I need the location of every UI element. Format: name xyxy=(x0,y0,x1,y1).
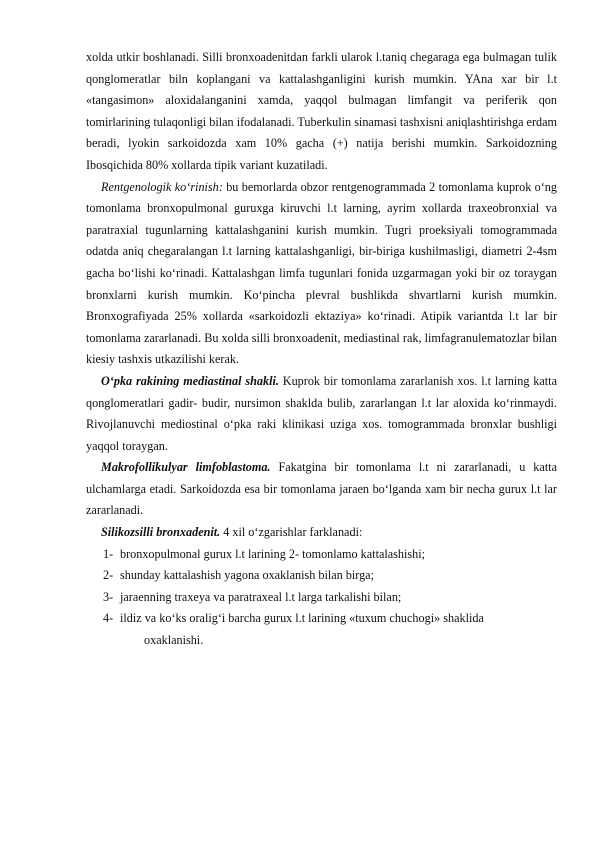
paragraph-silicosis xyxy=(86,522,557,544)
paragraph-lung-cancer xyxy=(86,371,557,457)
paragraph-lymphoblastoma-text: Fakatgina bir tomonlama l.t ni zararlanadi, u katta ulchamlarga etadi. Sarkoidozda esa bir tomonlama jaraen bo‘lganda xam bir necha gurux l.t lar zararlanadi. xyxy=(86,460,557,518)
list-item-number: 3- xyxy=(103,589,114,604)
list-item-text: jaraenning traxeya va paratraxeal l.t larga tarkalishi bilan; xyxy=(120,589,402,604)
list-item-number: 1- xyxy=(103,546,114,561)
list-item-text: ildiz va ko‘ks oralig‘i barcha gurux l.t larining «tuxum chuchogi» shaklida xyxy=(120,611,484,626)
heading-silicosis: Silikozsilli bronxadenit. xyxy=(101,525,221,540)
list-item xyxy=(86,608,557,651)
paragraph-rentgen-text: bu bemorlarda obzor rentgenogrammada 2 tomonlama kuprok o‘ng tomonlama bronxopulmonal guruxga kiruvchi l.t larning, ayrim xollarda traxeobronxial va paratraxial tugunlarning kattalashganini kurish mumkin. Tugri proeksiyali tomogrammada odatda aniq chegaralangan l.t larning kattalashganligi, bir-biriga kushilmasligi, diametri 2-4sm gacha bo‘lishi ko‘rinadi. Kattalashgan limfa tugunlari fonida uzgarmagan yoki bir oz toraygan bronxlarni kurish mumkin. Ko‘pincha plevral bushlikda shvartlarni kurish mumkin. Bronxografiyada 25% xollarda «sarkoidozli ektaziya» ko‘rinadi. Atipik variantda l.t lar bir tomonlama zararlanadi. Bu xolda silli bronxoadenit, mediastinal rak, limfagranulematozlar bilan kiesiy tashxis utkazilishi kerak. xyxy=(86,179,557,367)
changes-list xyxy=(86,544,557,652)
paragraph-intro: xolda utkir boshlanadi. Silli bronxoadenitdan farkli ularok l.taniq chegaraga ega bulmagan tulik qonglomeratlar biln koplangani va kattalashganligini kurish mumkin. YAna xar bir l.t «tangasimon» aloxidalanganini xamda, yaqqol bulmagan limfangit va periferik qon tomirlarining tulaqonligi bilan ifodalanadi. Tuberkulin sinamasi tashxisni aniqlashtirishga erdam beradi, lyokin sarkoidozda xam 10% gacha (+) natija berishi mumkin. Sarkoidozning Ibosqichida 80% xollarda tipik variant kuzatiladi. xyxy=(86,50,557,172)
list-item-number: 4- xyxy=(103,611,114,626)
paragraph-rentgen xyxy=(86,177,557,371)
list-item-text: shunday kattalashish yagona oxaklanish bilan birga; xyxy=(120,568,374,583)
document-page xyxy=(86,47,557,652)
paragraph-silicosis-text: 4 xil o‘zgarishlar farklanadi: xyxy=(220,525,363,540)
list-item xyxy=(86,544,557,566)
heading-lymphoblastoma: Makrofollikulyar limfoblastoma. xyxy=(101,460,271,475)
heading-lung-cancer: O‘pka rakining mediastinal shakli. xyxy=(101,373,279,388)
list-item-continuation: oxaklanishi. xyxy=(144,633,204,648)
paragraph-lymphoblastoma xyxy=(86,457,557,522)
list-item xyxy=(86,587,557,609)
paragraph-lung-cancer-text: Kuprok bir tomonlama zararlanish xos. l.t larning katta qonglomeratlari gadir- budir, nursimon shaklda bulib, zararlangan l.t lar aloxida ko‘rinmaydi. Rivojlanuvchi mediostinal o‘pka raki klinikasi uziga xos. tomogrammada bronxlar bushligi yaqqol toraygan. xyxy=(86,373,557,453)
list-item-text: bronxopulmonal gurux l.t larining 2- tomonlamo kattalashishi; xyxy=(120,546,425,561)
list-item-number: 2- xyxy=(103,568,114,583)
list-item xyxy=(86,565,557,587)
heading-rentgen: Rentgenologik ko‘rinish: xyxy=(101,179,223,194)
